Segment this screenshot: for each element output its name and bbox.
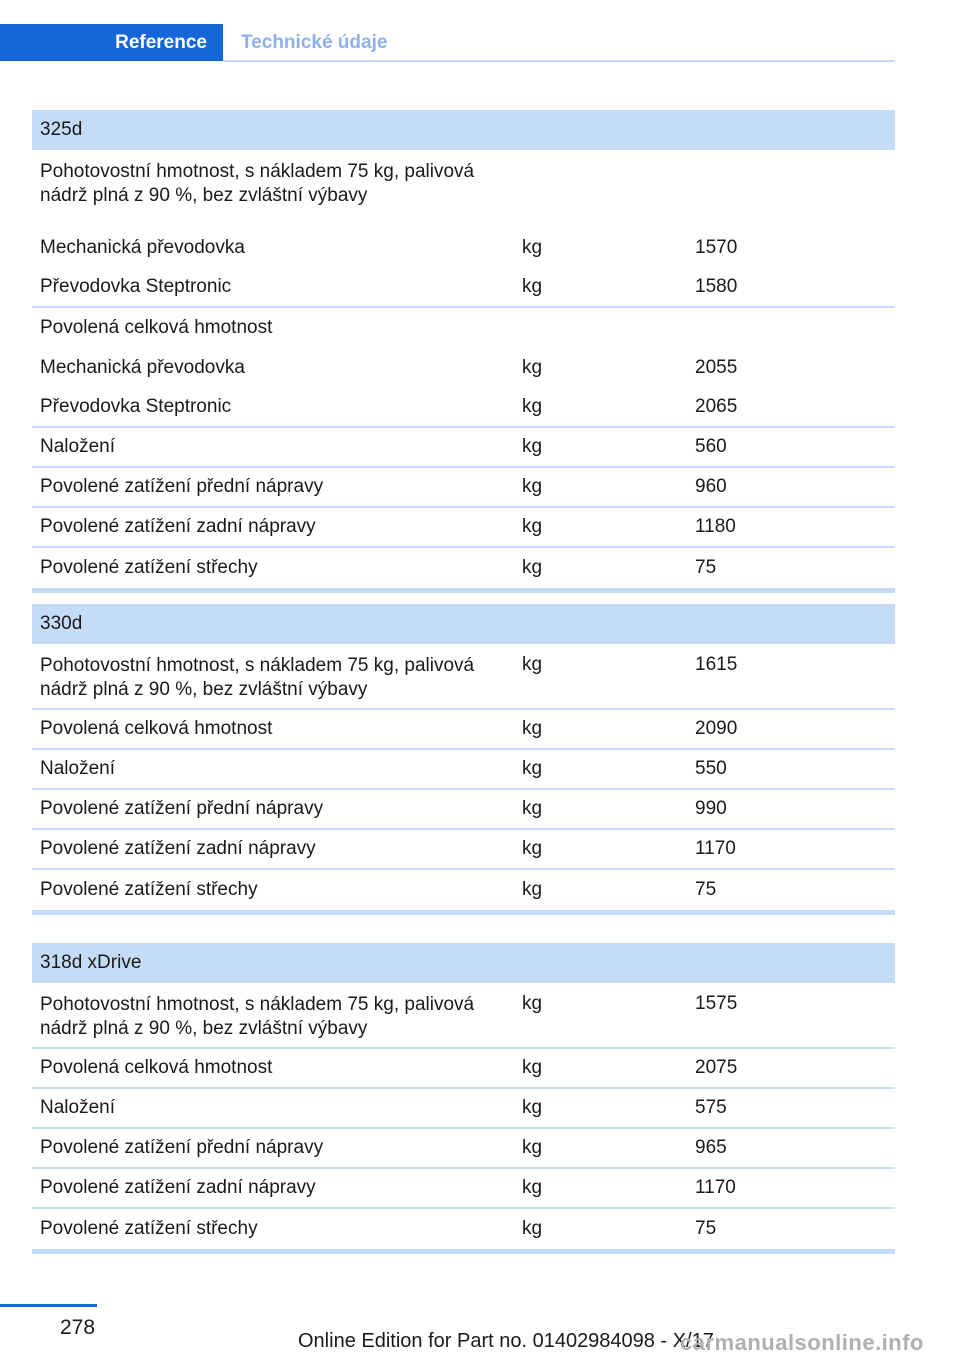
header-divider <box>223 60 895 62</box>
row-label: Naložení <box>40 436 115 457</box>
row-label: Povolená celková hmotnost <box>40 1057 273 1078</box>
row-unit: kg <box>522 838 543 859</box>
table-row <box>32 644 895 710</box>
row-value: 75 <box>695 557 717 578</box>
table-title: 318d xDrive <box>32 943 895 983</box>
row-unit: kg <box>522 1057 543 1078</box>
row-label: Povolené zatížení zadní nápravy <box>40 516 316 537</box>
row-unit: kg <box>522 276 543 297</box>
row-unit: kg <box>522 1097 543 1118</box>
row-value: 1580 <box>695 276 738 297</box>
row-label: Povolené zatížení přední nápravy <box>40 1137 324 1158</box>
row-unit: kg <box>522 237 543 258</box>
table-row <box>32 388 895 428</box>
table-row <box>32 750 895 790</box>
row-unit: kg <box>522 1177 543 1198</box>
row-label: Povolené zatížení střechy <box>40 1218 258 1239</box>
row-unit: kg <box>522 758 543 779</box>
row-value: 560 <box>695 436 727 457</box>
table-row <box>32 983 895 1049</box>
row-value: 75 <box>695 1218 717 1239</box>
spec-table-318d-xdrive <box>32 943 895 1254</box>
row-value: 990 <box>695 798 727 819</box>
table-row <box>32 1089 895 1129</box>
row-value: 1180 <box>695 516 736 537</box>
row-value: 965 <box>695 1137 727 1158</box>
row-value: 1615 <box>695 654 738 675</box>
row-label: Převodovka Steptronic <box>40 276 232 297</box>
row-unit: kg <box>522 718 543 739</box>
tab-technicke-udaje[interactable]: Technické údaje <box>241 31 388 53</box>
row-label: Povolené zatížení zadní nápravy <box>40 1177 316 1198</box>
row-label: Převodovka Steptronic <box>40 396 232 417</box>
row-unit: kg <box>522 993 543 1014</box>
row-unit: kg <box>522 1137 543 1158</box>
row-unit: kg <box>522 798 543 819</box>
edition-note: Online Edition for Part no. 01402984098 - X/17 <box>298 1330 714 1352</box>
row-unit: kg <box>522 879 543 900</box>
row-label: Povolené zatížení střechy <box>40 879 258 900</box>
table-row <box>32 790 895 830</box>
row-unit: kg <box>522 436 543 457</box>
table-row <box>32 308 895 348</box>
row-unit: kg <box>522 557 543 578</box>
table-row <box>32 1169 895 1209</box>
row-label: Povolené zatížení střechy <box>40 557 258 578</box>
row-value: 2090 <box>695 718 738 739</box>
table-row <box>32 268 895 308</box>
table-row <box>32 830 895 870</box>
row-unit: kg <box>522 396 543 417</box>
row-label: Povolená celková hmotnost <box>40 718 273 739</box>
row-label: Naložení <box>40 1097 115 1118</box>
row-unit: kg <box>522 1218 543 1239</box>
row-value: 575 <box>695 1097 727 1118</box>
row-value: 75 <box>695 879 717 900</box>
row-value: 960 <box>695 476 727 497</box>
table-row <box>32 228 895 268</box>
row-label: Povolené zatížení zadní nápravy <box>40 838 316 859</box>
row-unit: kg <box>522 357 543 378</box>
row-unit: kg <box>522 654 543 675</box>
row-label: Povolené zatížení přední nápravy <box>40 798 324 819</box>
row-label: Naložení <box>40 758 115 779</box>
table-title: 330d <box>32 604 895 644</box>
watermark: carmanualsonline.info <box>680 1330 924 1355</box>
page-number: 278 <box>60 1316 96 1339</box>
row-value: 550 <box>695 758 727 779</box>
row-label: Povolené zatížení přední nápravy <box>40 476 324 497</box>
row-unit: kg <box>522 476 543 497</box>
tab-reference[interactable]: Reference <box>0 24 223 61</box>
spec-table-330d <box>32 604 895 915</box>
table-row <box>32 1209 895 1249</box>
row-value: 1170 <box>695 1177 736 1198</box>
row-value: 2055 <box>695 357 738 378</box>
row-label: Mechanická převodovka <box>40 357 245 378</box>
table-bottom-rule <box>32 588 895 593</box>
spec-table-325d <box>32 110 895 593</box>
table-bottom-rule <box>32 1249 895 1254</box>
table-row <box>32 468 895 508</box>
table-title: 325d <box>32 110 895 150</box>
table-row <box>32 508 895 548</box>
row-value: 1570 <box>695 237 738 258</box>
table-row <box>32 870 895 910</box>
row-unit: kg <box>522 516 543 537</box>
table-row <box>32 150 895 228</box>
table-row <box>32 428 895 468</box>
row-value: 2065 <box>695 396 738 417</box>
row-label: Pohotovostní hmotnost, s nákladem 75 kg, palivová nádrž plná z 90 %, bez zvláštní výbavy <box>40 161 475 206</box>
row-label: Povolená celková hmotnost <box>40 317 273 338</box>
row-value: 1575 <box>695 993 738 1014</box>
table-row <box>32 348 895 388</box>
table-row <box>32 548 895 588</box>
table-row <box>32 1049 895 1089</box>
header <box>0 24 895 62</box>
row-value: 1170 <box>695 838 736 859</box>
footer-rule <box>0 1304 97 1307</box>
table-row <box>32 1129 895 1169</box>
row-label: Pohotovostní hmotnost, s nákladem 75 kg, palivová nádrž plná z 90 %, bez zvláštní výbavy <box>40 655 475 700</box>
table-bottom-rule <box>32 910 895 915</box>
row-label: Mechanická převodovka <box>40 237 245 258</box>
table-row <box>32 710 895 750</box>
row-label: Pohotovostní hmotnost, s nákladem 75 kg, palivová nádrž plná z 90 %, bez zvláštní výbavy <box>40 994 475 1039</box>
row-value: 2075 <box>695 1057 738 1078</box>
